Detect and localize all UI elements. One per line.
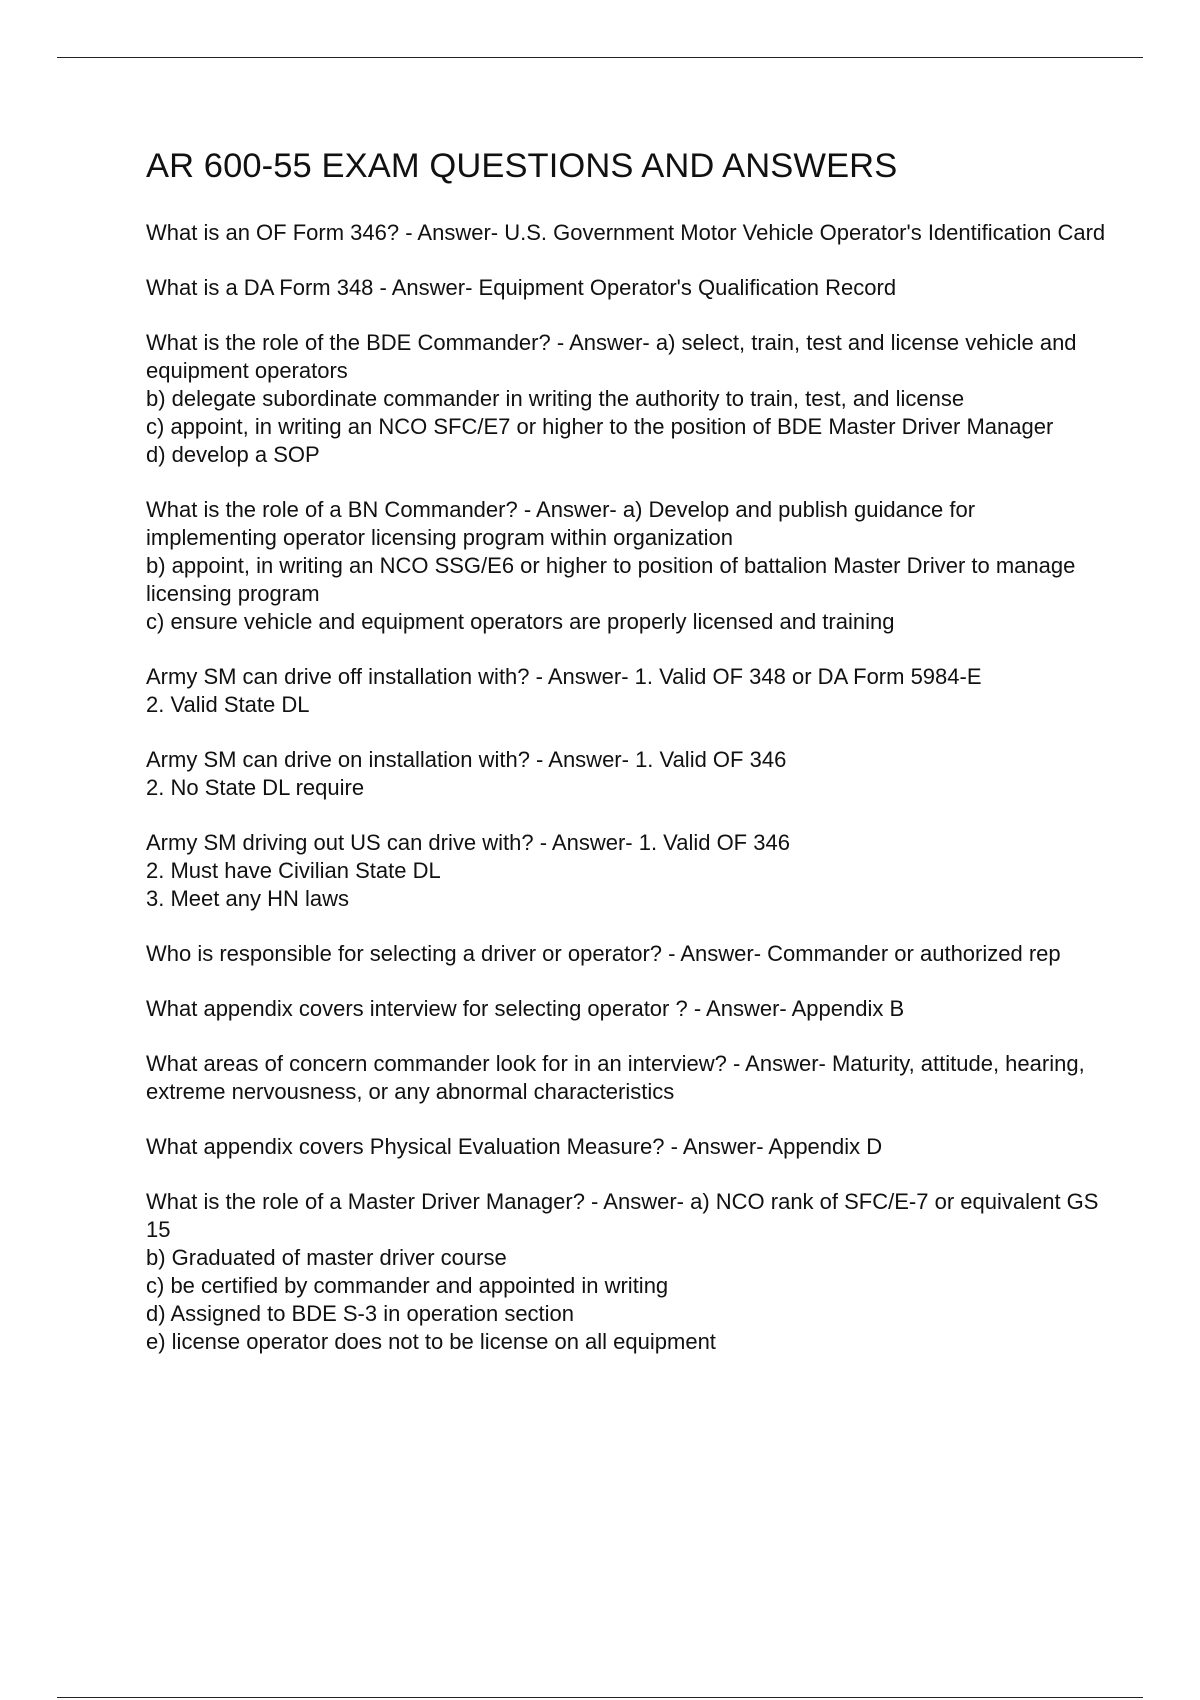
qa-line: 2. Valid State DL [146, 692, 310, 717]
qa-entry [146, 496, 1106, 636]
qa-line: What appendix covers Physical Evaluation Measure? - Answer- Appendix D [146, 1134, 883, 1159]
qa-line: d) Assigned to BDE S-3 in operation section [146, 1301, 575, 1326]
qa-line: 2. Must have Civilian State DL [146, 858, 441, 883]
qa-entry [146, 1133, 1106, 1161]
qa-line: Army SM driving out US can drive with? - Answer- 1. Valid OF 346 [146, 830, 790, 855]
qa-entry [146, 663, 1106, 719]
qa-line: c) be certified by commander and appointed in writing [146, 1273, 669, 1298]
qa-line: What is an OF Form 346? - Answer- U.S. Government Motor Vehicle Operator's Identification Card [146, 220, 1106, 245]
header-rule [57, 57, 1143, 58]
qa-entry [146, 829, 1106, 913]
qa-line: What is a DA Form 348 - Answer- Equipment Operator's Qualification Record [146, 275, 897, 300]
qa-line: d) develop a SOP [146, 442, 320, 467]
qa-line: c) appoint, in writing an NCO SFC/E7 or higher to the position of BDE Master Driver Manager [146, 414, 1054, 439]
qa-line: 2. No State DL require [146, 775, 365, 800]
document-body [146, 140, 1106, 1383]
qa-entry [146, 940, 1106, 968]
qa-line: 3. Meet any HN laws [146, 886, 349, 911]
qa-line: What areas of concern commander look for in an interview? - Answer- Maturity, attitude, hearing, extreme nervousness, or any abnormal characteristics [146, 1051, 1085, 1104]
qa-entry [146, 1188, 1106, 1356]
qa-line: b) Graduated of master driver course [146, 1245, 507, 1270]
qa-line: Army SM can drive off installation with? - Answer- 1. Valid OF 348 or DA Form 5984-E [146, 664, 982, 689]
qa-entry [146, 219, 1106, 247]
qa-entry [146, 746, 1106, 802]
qa-line: What is the role of the BDE Commander? - Answer- a) select, train, test and license vehicle and equipment operators [146, 330, 1077, 383]
qa-line: Army SM can drive on installation with? - Answer- 1. Valid OF 346 [146, 747, 787, 772]
qa-line: What is the role of a Master Driver Manager? - Answer- a) NCO rank of SFC/E-7 or equivalent GS 15 [146, 1189, 1099, 1242]
qa-entry [146, 274, 1106, 302]
qa-line: b) delegate subordinate commander in writing the authority to train, test, and license [146, 386, 965, 411]
qa-line: What is the role of a BN Commander? - Answer- a) Develop and publish guidance for implementing operator licensing program within organization [146, 497, 976, 550]
qa-line: e) license operator does not to be license on all equipment [146, 1329, 716, 1354]
qa-line: What appendix covers interview for selecting operator ? - Answer- Appendix B [146, 996, 905, 1021]
qa-line: Who is responsible for selecting a driver or operator? - Answer- Commander or authorized rep [146, 941, 1061, 966]
qa-entry [146, 995, 1106, 1023]
footer-rule [57, 1697, 1143, 1698]
qa-entry [146, 1050, 1106, 1106]
qa-entry [146, 329, 1106, 469]
qa-line: b) appoint, in writing an NCO SSG/E6 or higher to position of battalion Master Driver to manage licensing program [146, 553, 1076, 606]
document-title: AR 600-55 EXAM QUESTIONS AND ANSWERS [146, 147, 898, 185]
qa-line: c) ensure vehicle and equipment operators are properly licensed and training [146, 609, 895, 634]
